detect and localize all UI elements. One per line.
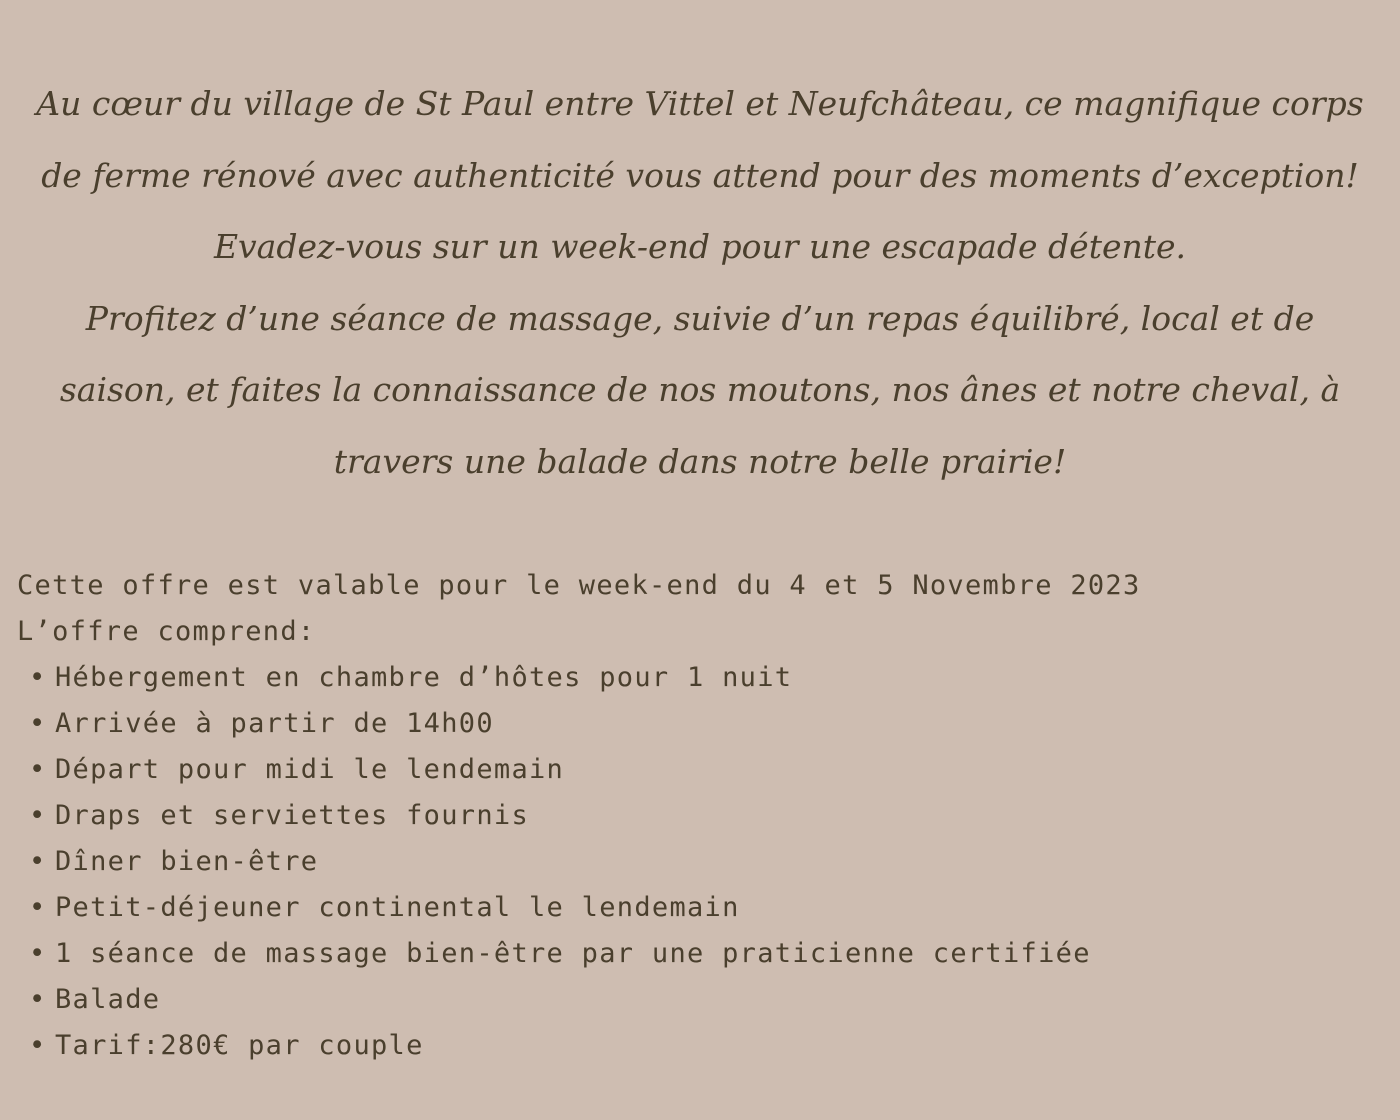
list-item [17,977,1387,1023]
list-item-text: Hébergement en chambre d’hôtes pour 1 nuit [55,662,793,693]
list-item [17,885,1387,931]
bullet-icon: • [29,800,47,831]
list-item [17,747,1387,793]
list-item [17,1023,1387,1069]
offer-validity: Cette offre est valable pour le week-end du 4 et 5 Novembre 2023 [17,570,1141,601]
bullet-icon: • [29,892,47,923]
intro-text [0,68,1400,497]
list-item-text: Petit-déjeuner continental le lendemain [55,892,740,923]
bullet-icon: • [29,984,47,1015]
list-item-text: Départ pour midi le lendemain [55,754,565,785]
list-item [17,701,1387,747]
bullet-icon: • [29,846,47,877]
bullet-icon: • [29,708,47,739]
offer-includes-label: L’offre comprend: [17,616,316,647]
list-item [17,793,1387,839]
intro-line-4: Profitez d’une séance de massage, suivie d’un repas équilibré, local et de [85,298,1315,338]
list-item [17,931,1387,977]
bullet-icon: • [29,662,47,693]
list-item-text: Arrivée à partir de 14h00 [55,708,494,739]
list-item-text: 1 séance de massage bien-être par une praticienne certifiée [55,938,1091,969]
list-item [17,839,1387,885]
list-item-text: Tarif:280€ par couple [55,1030,424,1061]
bullet-icon: • [29,1030,47,1061]
list-item [17,655,1387,701]
intro-line-6: travers une balade dans notre belle prairie! [333,441,1067,481]
offer-details [17,563,1387,1069]
offer-items-list [17,655,1387,1069]
list-item-text: Balade [55,984,161,1015]
intro-line-3: Evadez-vous sur un week-end pour une escapade détente. [213,227,1187,266]
bullet-icon: • [29,938,47,969]
bullet-icon: • [29,754,47,785]
list-item-text: Draps et serviettes fournis [55,800,529,831]
intro-line-5: saison, et faites la connaissance de nos moutons, nos ânes et notre cheval, à [59,370,1341,409]
list-item-text: Dîner bien-être [55,846,319,877]
intro-line-2: de ferme rénové avec authenticité vous attend pour des moments d’exception! [41,155,1359,195]
intro-line-1: Au cœur du village de St Paul entre Vittel et Neufchâteau, ce magnifique corps [36,84,1364,123]
